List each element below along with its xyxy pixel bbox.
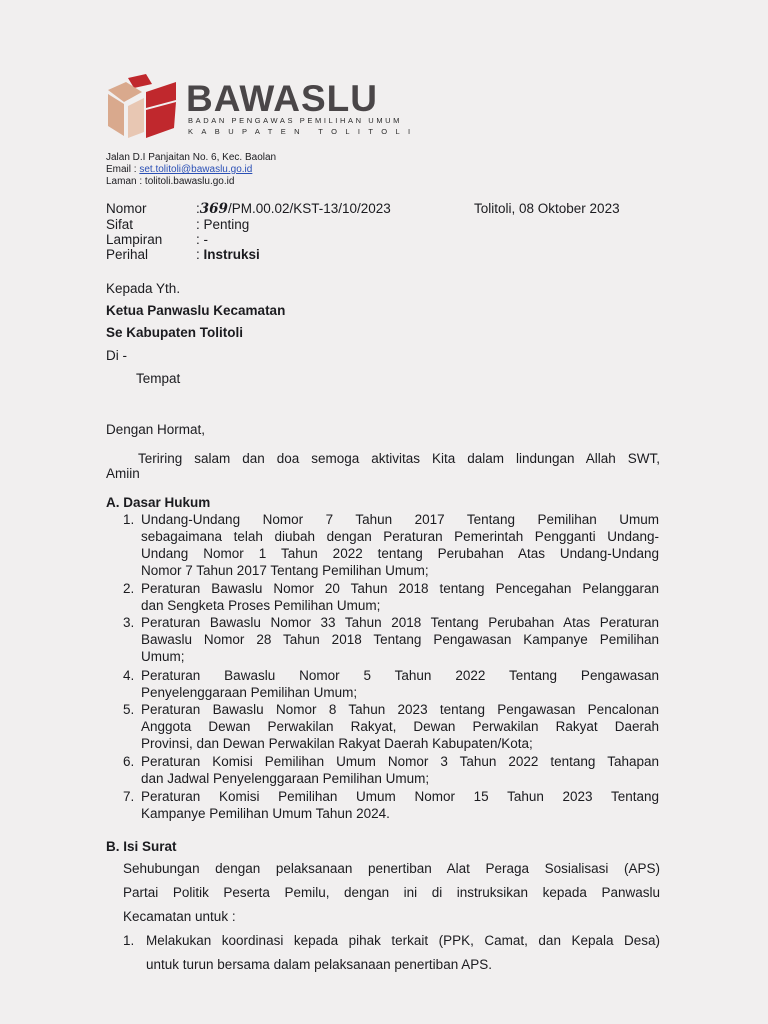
list-item: Undang-Undang Nomor 7 Tahun 2017 Tentang Pemilihan Umum (141, 512, 659, 527)
list-item: Melakukan koordinasi kepada pihak terkait (PPK, Camat, dan Kepala Desa) (146, 933, 660, 948)
list-item: Peraturan Komisi Pemilihan Umum Nomor 15 Tahun 2023 Tentang (141, 789, 659, 804)
list-item: Umum; (141, 649, 185, 664)
lampiran-label: Lampiran (106, 232, 163, 247)
item-number: 1. (123, 512, 135, 527)
addressee-line-2: Se Kabupaten Tolitoli (106, 325, 244, 340)
item-number: 1. (123, 933, 135, 948)
email-line (106, 164, 252, 176)
email-link[interactable]: set.tolitoli@bawaslu.go.id (139, 164, 253, 175)
greeting: Dengan Hormat, (106, 422, 206, 437)
list-item: Peraturan Bawaslu Nomor 5 Tahun 2022 Tentang Pengawasan (141, 668, 659, 683)
item-number: 6. (123, 754, 135, 769)
list-item: Peraturan Bawaslu Nomor 20 Tahun 2018 tentang Pencegahan Pelanggaran (141, 581, 659, 596)
brand-subtitle-2: KABUPATEN TOLITOLI (188, 127, 419, 136)
section-b-title: B. Isi Surat (106, 839, 177, 854)
list-item: Undang Nomor 1 Tahun 2022 tentang Perubahan Atas Undang-Undang (141, 546, 659, 561)
brand-subtitle-1: BADAN PENGAWAS PEMILIHAN UMUM (188, 116, 403, 125)
letter-date: Tolitoli, 08 Oktober 2023 (474, 201, 620, 216)
item-number: 3. (123, 615, 135, 630)
body-line: Partai Politik Peserta Pemilu, dengan ini di instruksikan kepada Panwaslu (123, 885, 660, 900)
addressee-line-1: Ketua Panwaslu Kecamatan (106, 303, 286, 318)
list-item: Anggota Dewan Perwakilan Rakyat, Dewan Perwakilan Rakyat Daerah (141, 719, 659, 734)
tempat-line: Tempat (136, 371, 181, 386)
item-number: 5. (123, 702, 135, 717)
brand-name: BAWASLU (186, 78, 378, 119)
di-line: Di - (106, 348, 127, 363)
item-number: 2. (123, 581, 135, 596)
body-line: Kecamatan untuk : (123, 909, 236, 924)
opening-line-1: Teriring salam dan doa semoga aktivitas Kita dalam lindungan Allah SWT, (138, 451, 660, 466)
list-item: untuk turun bersama dalam pelaksanaan penertiban APS. (146, 957, 492, 972)
lampiran-value: : - (196, 232, 208, 247)
list-item: Peraturan Bawaslu Nomor 33 Tahun 2018 Tentang Perubahan Atas Peraturan (141, 615, 659, 630)
nomor-value: :369/PM.00.02/KST-13/10/2023 (196, 201, 391, 217)
bawaslu-logo-icon (106, 70, 178, 140)
item-number: 7. (123, 789, 135, 804)
sifat-label: Sifat (106, 217, 134, 232)
perihal-label: Perihal (106, 247, 149, 262)
list-item: Nomor 7 Tahun 2017 Tentang Pemilihan Umum; (141, 563, 429, 578)
opening-line-2: Amiin (106, 466, 140, 481)
list-item: dan Jadwal Penyelenggaraan Pemilihan Umum; (141, 771, 430, 786)
kepada-line: Kepada Yth. (106, 281, 181, 296)
list-item: Provinsi, dan Dewan Perwakilan Rakyat Daerah Kabupaten/Kota; (141, 736, 533, 751)
list-item: Kampanye Pemilihan Umum Tahun 2024. (141, 806, 390, 821)
section-a-title: A. Dasar Hukum (106, 495, 211, 510)
nomor-handwritten: 369 (199, 201, 228, 217)
list-item: sebagaimana telah diubah dengan Peraturan Pemerintah Pengganti Undang- (141, 529, 659, 544)
item-number: 4. (123, 668, 135, 683)
list-item: Bawaslu Nomor 28 Tahun 2018 Tentang Pengawasan Kampanye Pemilihan (141, 632, 659, 647)
perihal-value: : Instruksi (196, 247, 260, 262)
list-item: Penyelenggaraan Pemilihan Umum; (141, 685, 358, 700)
email-label: Email : (106, 164, 140, 175)
sifat-value: : Penting (196, 217, 250, 232)
body-line: Sehubungan dengan pelaksanaan penertiban Alat Peraga Sosialisasi (APS) (123, 861, 660, 876)
nomor-label: Nomor (106, 201, 147, 216)
list-item: Peraturan Komisi Pemilihan Umum Nomor 3 Tahun 2022 tentang Tahapan (141, 754, 659, 769)
address-line: Jalan D.I Panjaitan No. 6, Kec. Baolan (106, 152, 277, 163)
list-item: dan Sengketa Proses Pemilihan Umum; (141, 598, 381, 613)
list-item: Peraturan Bawaslu Nomor 8 Tahun 2023 tentang Pengawasan Pencalonan (141, 702, 659, 717)
website-line: Laman : tolitoli.bawaslu.go.id (106, 176, 235, 187)
